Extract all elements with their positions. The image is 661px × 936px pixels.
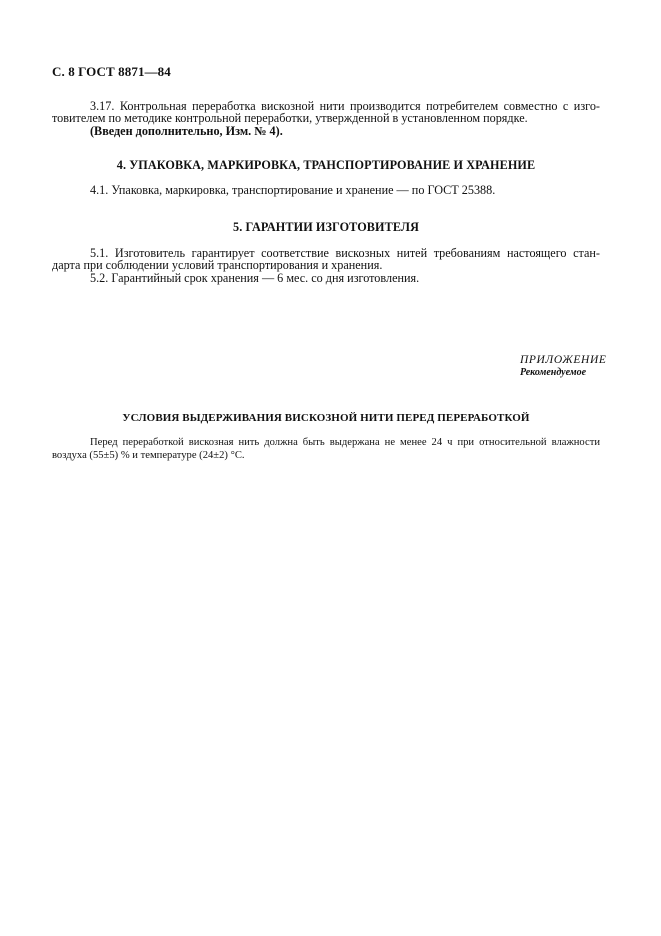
appendix-paragraph	[52, 437, 600, 463]
appendix-label-block	[520, 355, 606, 378]
paragraph-3-17	[52, 100, 600, 137]
paragraph-4-1-text: 4.1. Упаковка, маркировка, транспортирование и хранение — по ГОСТ 25388.	[90, 183, 496, 197]
appendix-paragraph-line-1: Перед переработкой вискозная нить должна быть выдержана не менее 24 ч при относительной влажности	[90, 437, 600, 448]
paragraph-5-2: 5.2. Гарантийный срок хранения — 6 мес. со дня изготовления.	[90, 270, 420, 285]
section-4-heading: 4. УПАКОВКА, МАРКИРОВКА, ТРАНСПОРТИРОВАНИЕ И ХРАНЕНИЕ	[116, 158, 536, 172]
paragraph-3-17-line-1: 3.17. Контрольная переработка вискозной нити производится потребителем совместно с изго-	[90, 99, 600, 113]
page-header: С. 8 ГОСТ 8871—84	[52, 64, 171, 79]
appendix-label: ПРИЛОЖЕНИЕ	[520, 354, 607, 366]
paragraph-5-1-line-1: 5.1. Изготовитель гарантирует соответствие вискозных нитей требованиям настоящего стан-	[90, 246, 600, 260]
paragraph-5-1-line-2: дарта при соблюдении условий транспортирования и хранения.	[52, 258, 383, 273]
paragraph-4-1	[52, 184, 600, 196]
paragraph-5	[52, 247, 600, 284]
paragraph-3-17-line-2: товителем по методике контрольной переработки, утвержденной в установленном порядке.	[52, 111, 528, 126]
section-5-heading: 5. ГАРАНТИИ ИЗГОТОВИТЕЛЯ	[233, 220, 419, 234]
appendix-paragraph-line-2: воздуха (55±5) % и температуре (24±2) °С.	[52, 449, 245, 461]
appendix-status: Рекомендуемое	[520, 366, 587, 378]
amendment-note: (Введен дополнительно, Изм. № 4).	[90, 123, 283, 138]
appendix-heading: УСЛОВИЯ ВЫДЕРЖИВАНИЯ ВИСКОЗНОЙ НИТИ ПЕРЕД ПЕРЕРАБОТКОЙ	[122, 412, 530, 424]
